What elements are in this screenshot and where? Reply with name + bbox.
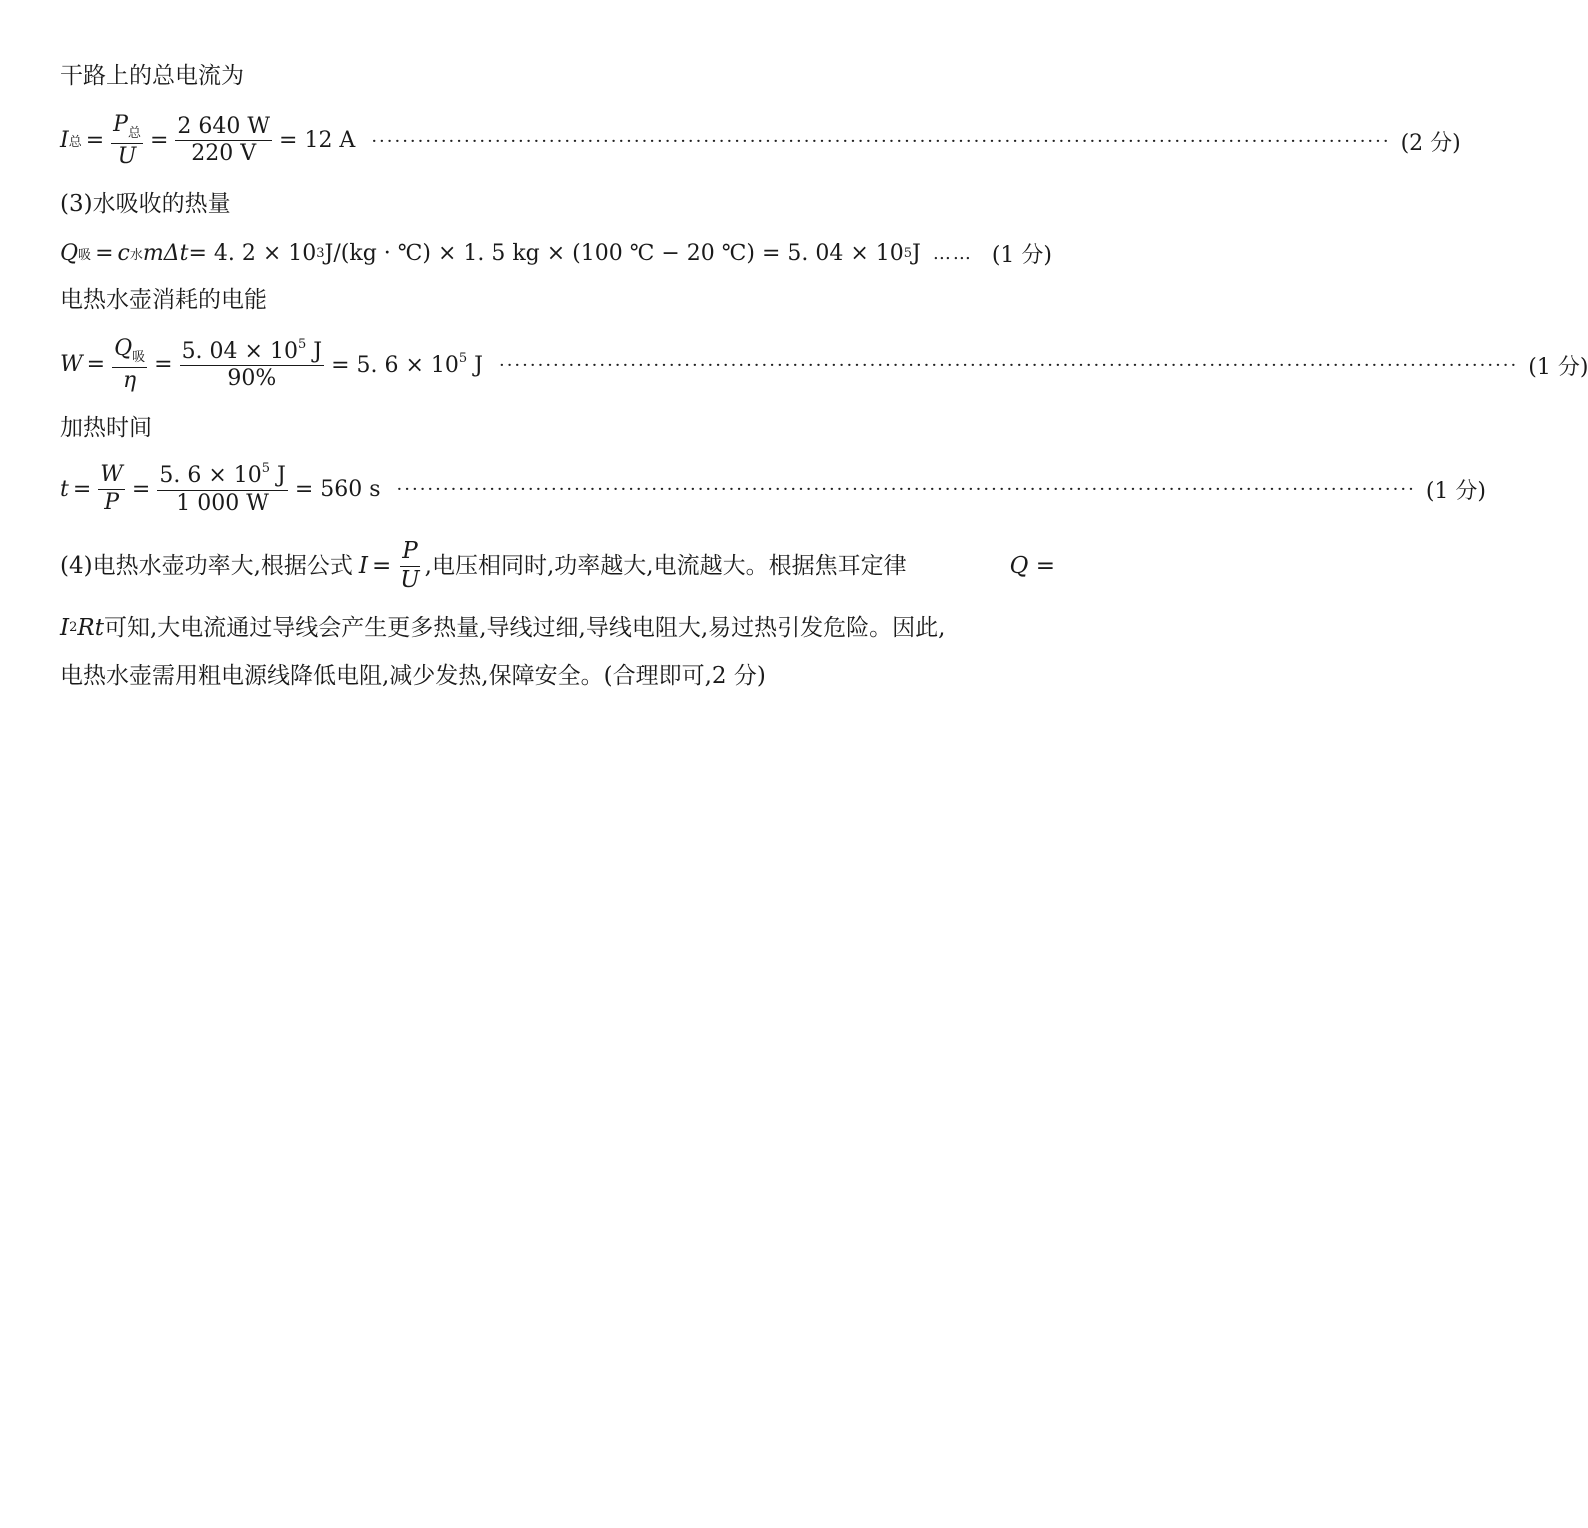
fraction-power-over-voltage: $\frac{P_总}{U}$ [113,112,141,169]
fraction-values: $\frac{2 640 W}{220 V}$ [177,114,271,167]
energy-consumed-heading: 电热水壶消耗的电能 [60,287,267,313]
leader-dots: …… [932,242,973,264]
answer-4-line-3: 电热水壶需用粗电源线降低电阻,减少发热,保障安全。(合理即可,2 分) [60,663,766,689]
score-label: (1 分) [991,242,1052,268]
equation-heat-absorbed [60,236,1052,270]
equation-electric-energy [60,336,1588,394]
leader-dots: ···································································································································· [396,478,1416,500]
leader-dots: ···································································································································· [371,130,1391,152]
heat-absorbed-heading: (3)水吸收的热量 [60,191,231,217]
equation-result: = 12 A [279,128,356,154]
total-current-heading: 干路上的总电流为 [60,63,244,89]
score-label: (1 分) [1425,478,1486,504]
score-label: (1 分) [1528,354,1588,380]
equation-expression: I 总 = $\frac{P_总}{U}$ = $\frac{2 640 W}{220 V}$ = 12 A [60,112,356,169]
fraction-power-over-voltage: $\frac{P}{U}$ [400,538,420,593]
fraction-values: $\frac{5. 04 \times 10^5 J}{90\%}$ [181,337,323,392]
answer-4-line-2: I 2 Rt 可知,大电流通过导线会产生更多热量,导线过细,导线电阻大,易过热引发危险。因此, [60,615,946,641]
fraction-values: $\frac{5. 6 \times 10^5 J}{1 000 W}$ [159,461,286,516]
heating-time-heading: 加热时间 [60,415,152,441]
fraction-heat-over-efficiency: $\frac{Q_吸}{\eta}$ [114,336,146,393]
equation-total-current [60,112,1461,170]
equation-result: = 5. $6 \times 10^5$ J [331,351,483,379]
leader-dots: ···································································································································· [498,354,1519,376]
equation-expression: t = $\frac{W}{P}$ = $\frac{5. 6 \times 10^5 J}{1 000 W}$ = 560 s [60,461,381,516]
score-label: (2 分) [1400,130,1461,156]
equation-expression: W = $\frac{Q_吸}{\eta}$ = $\frac{5. 04 \times 10^5 J}{90\%}$ = 5. $6 \times 10^5$ J [60,336,483,393]
equation-heating-time [60,460,1486,518]
equation-result: = 560 s [294,476,381,502]
equation-expression: Q 吸 = c 水 mΔt = 4. 2 × 10 3 J/(kg · ℃) × 1. 5 kg × (100 ℃ − 20 ℃) = 5. 04 × 10 5 J [60,240,921,266]
answer-4-line-1: (4)电热水壶功率大,根据公式 I = $\frac{P}{U}$ ,电压相同时,功率越大,电流越大。根据焦耳定律 Q = [60,538,1055,593]
fraction-energy-over-power: $\frac{W}{P}$ [100,462,123,515]
